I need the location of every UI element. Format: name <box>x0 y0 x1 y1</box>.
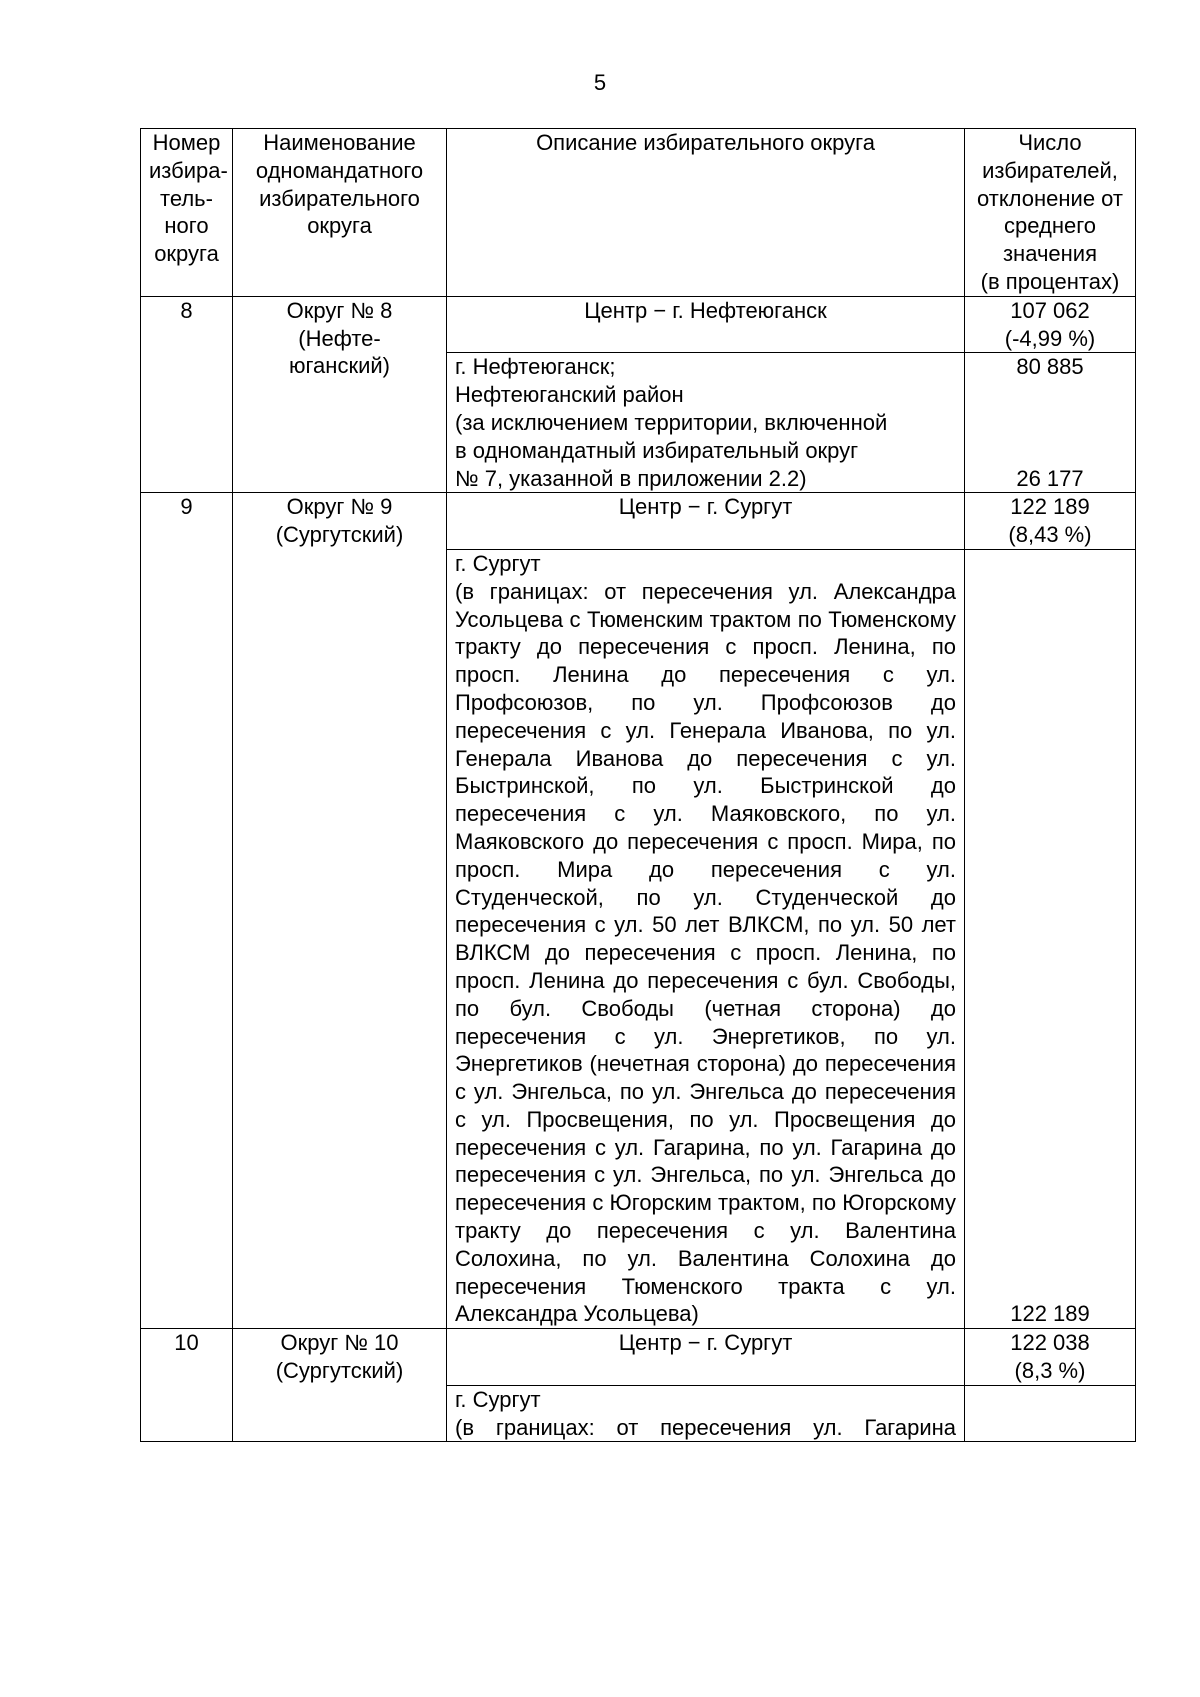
table-header-row <box>141 129 1136 297</box>
district-name: Округ № 10 (Сургутский) <box>233 1329 447 1442</box>
district-center: Центр − г. Сургут <box>447 493 965 550</box>
district-total-voters: 122 189 (8,43 %) <box>965 493 1136 550</box>
header-voters: Число избирателей, отклонение от среднего значения (в процентах) <box>965 129 1136 297</box>
districts-table <box>140 128 1136 1442</box>
district-center: Центр − г. Нефтеюганск <box>447 296 965 353</box>
header-district-description: Описание избирательного округа <box>447 129 965 297</box>
district-voters-breakdown <box>965 1385 1136 1442</box>
district-8-header-row <box>141 296 1136 353</box>
district-center: Центр − г. Сургут <box>447 1329 965 1386</box>
district-name: Округ № 8 (Нефте- юганский) <box>233 296 447 493</box>
district-total-voters: 122 038 (8,3 %) <box>965 1329 1136 1386</box>
district-number: 8 <box>141 296 233 493</box>
district-description: г. Сургут (в границах: от пересечения ул. Александра Усольцева с Тюменским трактом по Тюменскому тракту до пересечения с просп. Ленина, по просп. Ленина до пересечения с ул. Профсоюзов, по ул. Профсоюзов до пересечения с ул. Генерала Иванова, по ул. Генерала Иванова до пересечения с ул. Быстринской, по ул. Быстринской до пересечения с ул. Маяковского, по ул. Маяковского до пересечения с просп. Мира, по просп. Мира до пересечения с ул. Студенческой, по ул. Студенческой до пересечения с ул. 50 лет ВЛКСМ, по ул. 50 лет ВЛКСМ до пересечения с просп. Ленина, по просп. Ленина до пересечения с бул. Свободы, по бул. Свободы (четная сторона) до пересечения с ул. Энергетиков, по ул. Энергетиков (нечетная сторона) до пересечения с ул. Энгельса, по ул. Энгельса до пересечения с ул. Просвещения, по ул. Просвещения до пересечения с ул. Гагарина, по ул. Гагарина до пересечения с ул. Энгельса, по ул. Энгельса до пересечения с Югорским трактом, по Югорскому тракту до пересечения с ул. Валентина Солохина, по ул. Валентина Солохина до пересечения Тюменского тракта с ул. Александра Усольцева) <box>447 549 965 1328</box>
district-name: Округ № 9 (Сургутский) <box>233 493 447 1329</box>
district-10-header-row <box>141 1329 1136 1386</box>
district-number: 10 <box>141 1329 233 1442</box>
page-number: 5 <box>593 70 607 95</box>
district-total-voters: 107 062 (-4,99 %) <box>965 296 1136 353</box>
header-district-number: Номер избира- тель- ного округа <box>141 129 233 297</box>
district-number: 9 <box>141 493 233 1329</box>
district-voters-breakdown: 122 189 <box>965 549 1136 1328</box>
district-voters-breakdown: 80 885 26 177 <box>965 353 1136 493</box>
district-description: г. Нефтеюганск; Нефтеюганский район (за исключением территории, включенной в одномандатный избирательный округ № 7, указанной в приложении 2.2) <box>447 353 965 493</box>
header-district-name: Наименование одномандатного избирательного округа <box>233 129 447 297</box>
district-9-header-row <box>141 493 1136 550</box>
district-description: г. Сургут (в границах: от пересечения ул. Гагарина <box>447 1385 965 1442</box>
